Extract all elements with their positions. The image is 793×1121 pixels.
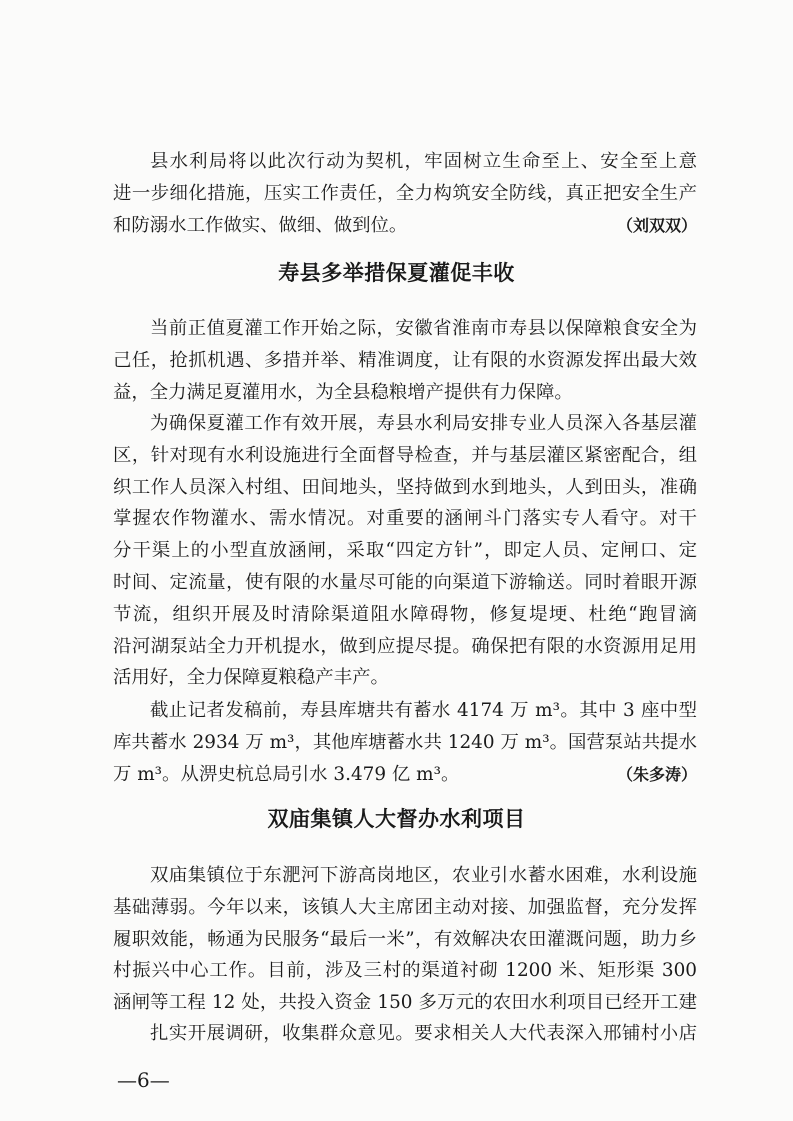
paragraph-6 — [113, 1018, 697, 1050]
text-line: 扎实开展调研，收集群众意见。要求相关人大代表深入邢铺村小店 — [150, 1023, 697, 1044]
text-line: 掌握农作物灌水、需水情况。对重要的涵闸斗门落实专人看守。对干 — [113, 508, 697, 530]
text-line: 和防溺水工作做实、做细、做到位。 — [113, 214, 408, 236]
text-line: 沿河湖泵站全力开机提水，做到应提尽提。确保把有限的水资源用足用 — [113, 635, 697, 657]
paragraph-2 — [113, 313, 697, 408]
text-line: 万 m³。从淠史杭总局引水 3.479 亿 m³。 — [113, 763, 460, 785]
text-line: 节流，组织开展及时清除渠道阻水障碍物，修复堤埂、杜绝“跑冒滴 — [113, 603, 697, 625]
text-line: 基础薄弱。今年以来，该镇人大主席团主动对接、加强监督，充分发挥 — [113, 896, 697, 918]
text-line: 区，针对现有水利设施进行全面督导检查，并与基层灌区紧密配合，组 — [113, 444, 697, 466]
text-line: 履职效能，畅通为民服务“最后一米”，有效解决农田灌溉问题，助力乡 — [113, 928, 697, 950]
text-line: 双庙集镇位于东淝河下游高岗地区，农业引水蓄水困难，水利设施 — [150, 865, 697, 886]
text-line: 时间、定流量，使有限的水量尽可能的向渠道下游输送。同时着眼开源 — [113, 571, 697, 593]
author-credit: （刘双双） — [616, 215, 697, 235]
text-line-with-author — [113, 759, 697, 791]
text-line: 截止记者发稿前，寿县库塘共有蓄水 4174 万 m³。其中 3 座中型 — [150, 700, 697, 721]
paragraph-1 — [113, 146, 697, 241]
author-credit: （朱多涛） — [616, 764, 697, 784]
text-line: 为确保夏灌工作有效开展，寿县水利局安排专业人员深入各基层灌 — [150, 413, 697, 434]
text-line: 村振兴中心工作。目前，涉及三村的渠道衬砌 1200 米、矩形渠 300 — [113, 960, 697, 982]
text-line: 当前正值夏灌工作开始之际，安徽省淮南市寿县以保障粮食安全为 — [150, 318, 697, 339]
paragraph-3 — [113, 408, 697, 694]
article-title: 寿县多举措保夏灌促丰收 — [278, 261, 515, 285]
text-line: 己任，抢抓机遇、多措并举、精准调度，让有限的水资源发挥出最大效 — [113, 349, 697, 371]
text-line: 分干渠上的小型直放涵闸，采取“四定方针”，即定人员、定闸口、定 — [113, 540, 697, 562]
text-line: 库共蓄水 2934 万 m³，其他库塘蓄水共 1240 万 m³。国营泵站共提水 — [113, 731, 697, 753]
text-line: 益，全力满足夏灌用水，为全县稳粮增产提供有力保障。 — [113, 381, 573, 403]
text-line: 县水利局将以此次行动为契机，牢固树立生命至上、安全至上意 — [150, 151, 697, 172]
text-line: 涵闸等工程 12 处，共投入资金 150 多万元的农田水利项目已经开工建 — [113, 992, 697, 1014]
text-line: 织工作人员深入村组、田间地头，坚持做到水到地头，人到田头，准确 — [113, 476, 697, 498]
page-number: —6— — [117, 1068, 170, 1092]
text-line-with-author — [113, 210, 697, 242]
text-line: 进一步细化措施，压实工作责任，全力构筑安全防线，真正把安全生产 — [113, 182, 697, 204]
paragraph-5 — [113, 860, 697, 1019]
article-title: 双庙集镇人大督办水利项目 — [267, 807, 526, 831]
paragraph-4 — [113, 695, 697, 790]
text-line: 活用好，全力保障夏粮稳产丰产。 — [113, 667, 389, 689]
